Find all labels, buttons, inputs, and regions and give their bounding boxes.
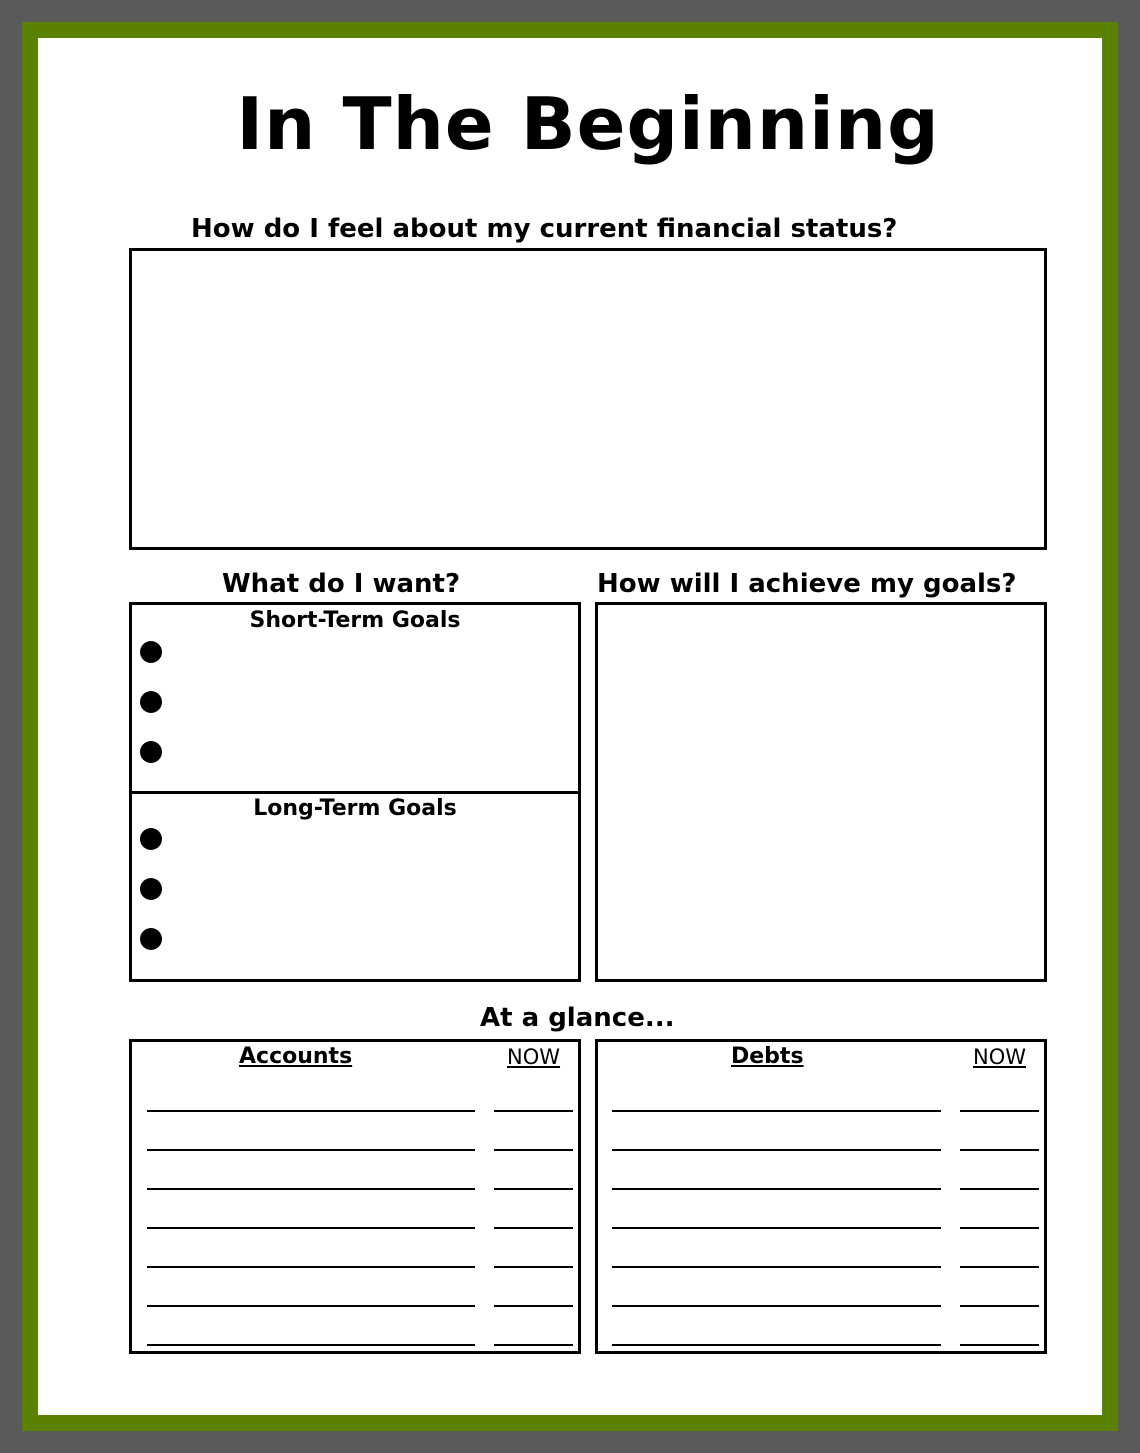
debts-now-line[interactable] bbox=[960, 1188, 1039, 1190]
accounts-now-line[interactable] bbox=[494, 1188, 573, 1190]
page-title: In The Beginning bbox=[236, 82, 940, 166]
debts-label: Debts bbox=[731, 1044, 804, 1069]
financial-status-box[interactable] bbox=[129, 248, 1047, 550]
accounts-now-line[interactable] bbox=[494, 1305, 573, 1307]
short-term-goals-label: Short-Term Goals bbox=[249, 608, 461, 633]
accounts-label: Accounts bbox=[239, 1044, 353, 1069]
long-term-bullet[interactable] bbox=[140, 928, 162, 950]
long-term-bullet[interactable] bbox=[140, 828, 162, 850]
debts-name-line[interactable] bbox=[612, 1149, 941, 1151]
accounts-now-label: NOW bbox=[507, 1045, 561, 1069]
accounts-name-line[interactable] bbox=[147, 1188, 475, 1190]
short-term-bullet[interactable] bbox=[140, 741, 162, 763]
debts-now-line[interactable] bbox=[960, 1344, 1039, 1346]
glance-heading: At a glance... bbox=[480, 1003, 675, 1033]
accounts-now-line[interactable] bbox=[494, 1344, 573, 1346]
goals-divider bbox=[131, 791, 579, 794]
accounts-name-line[interactable] bbox=[147, 1344, 475, 1346]
debts-name-line[interactable] bbox=[612, 1305, 941, 1307]
debts-now-line[interactable] bbox=[960, 1110, 1039, 1112]
debts-now-line[interactable] bbox=[960, 1305, 1039, 1307]
short-term-bullet[interactable] bbox=[140, 641, 162, 663]
accounts-name-line[interactable] bbox=[147, 1305, 475, 1307]
accounts-now-line[interactable] bbox=[494, 1110, 573, 1112]
debts-name-line[interactable] bbox=[612, 1344, 941, 1346]
debts-name-line[interactable] bbox=[612, 1266, 941, 1268]
achieve-heading: How will I achieve my goals? bbox=[597, 569, 1017, 599]
debts-name-line[interactable] bbox=[612, 1227, 941, 1229]
debts-name-line[interactable] bbox=[612, 1188, 941, 1190]
short-term-bullet[interactable] bbox=[140, 691, 162, 713]
debts-now-line[interactable] bbox=[960, 1227, 1039, 1229]
debts-now-label: NOW bbox=[973, 1045, 1027, 1069]
accounts-now-line[interactable] bbox=[494, 1266, 573, 1268]
accounts-name-line[interactable] bbox=[147, 1110, 475, 1112]
debts-now-line[interactable] bbox=[960, 1266, 1039, 1268]
achieve-box[interactable] bbox=[595, 602, 1047, 982]
long-term-bullet[interactable] bbox=[140, 878, 162, 900]
debts-now-line[interactable] bbox=[960, 1149, 1039, 1151]
debts-name-line[interactable] bbox=[612, 1110, 941, 1112]
accounts-name-line[interactable] bbox=[147, 1149, 475, 1151]
accounts-name-line[interactable] bbox=[147, 1266, 475, 1268]
long-term-goals-label: Long-Term Goals bbox=[253, 796, 457, 821]
accounts-now-line[interactable] bbox=[494, 1227, 573, 1229]
wants-heading: What do I want? bbox=[222, 569, 461, 599]
accounts-name-line[interactable] bbox=[147, 1227, 475, 1229]
accounts-now-line[interactable] bbox=[494, 1149, 573, 1151]
financial-status-question: How do I feel about my current financial status? bbox=[191, 214, 898, 244]
